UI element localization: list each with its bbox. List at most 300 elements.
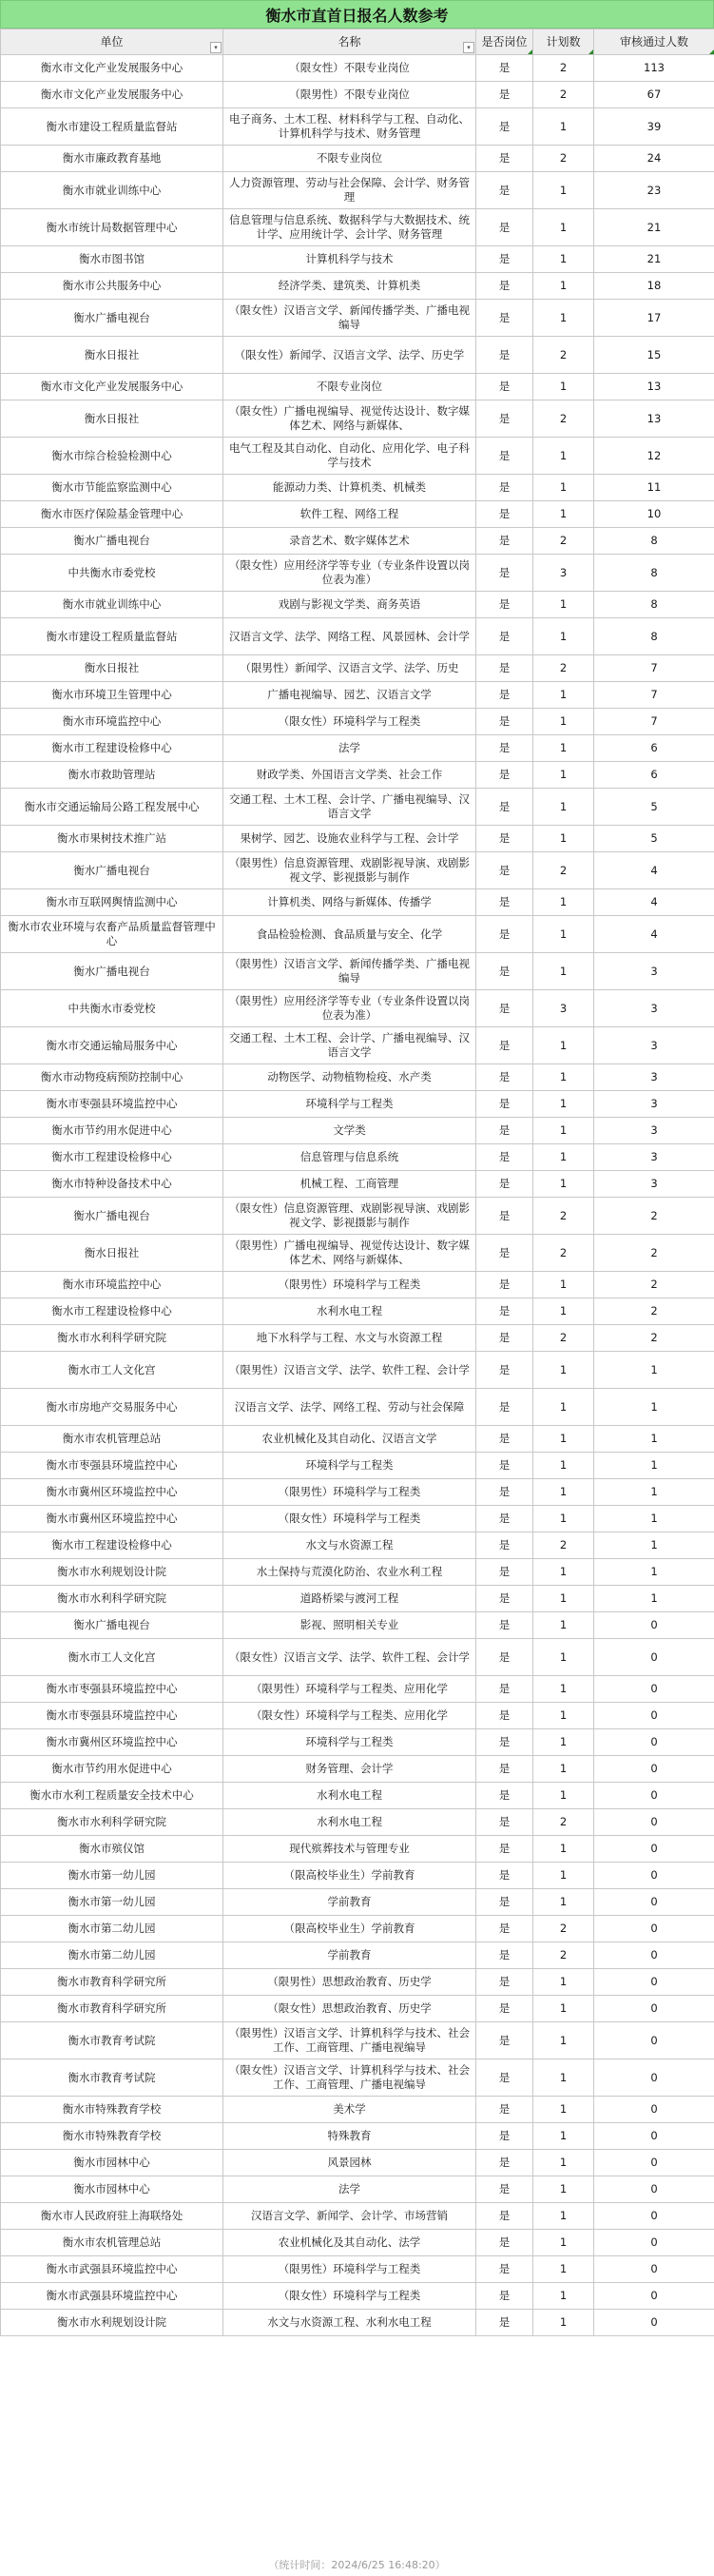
cell-is-post[interactable]: 是	[476, 2256, 533, 2283]
cell-is-post[interactable]: 是	[476, 2203, 533, 2230]
cell-unit[interactable]: 衡水市互联网舆情监测中心	[1, 889, 223, 916]
cell-plan-count[interactable]: 2	[533, 655, 594, 682]
cell-approved-count[interactable]: 3	[594, 1118, 714, 1144]
cell-position-name[interactable]: （限男性）环境科学与工程类	[223, 1479, 476, 1506]
cell-plan-count[interactable]: 1	[533, 1091, 594, 1118]
cell-position-name[interactable]: 环境科学与工程类	[223, 1729, 476, 1756]
cell-position-name[interactable]: 财务管理、会计学	[223, 1756, 476, 1783]
cell-approved-count[interactable]: 0	[594, 1863, 714, 1889]
cell-approved-count[interactable]: 1	[594, 1479, 714, 1506]
cell-plan-count[interactable]: 2	[533, 400, 594, 438]
cell-position-name[interactable]: 能源动力类、计算机类、机械类	[223, 475, 476, 501]
cell-plan-count[interactable]: 3	[533, 990, 594, 1027]
cell-plan-count[interactable]: 1	[533, 1389, 594, 1426]
cell-position-name[interactable]: 交通工程、土木工程、会计学、广播电视编导、汉语言文学	[223, 1027, 476, 1064]
cell-approved-count[interactable]: 0	[594, 2310, 714, 2336]
cell-unit[interactable]: 衡水市环境卫生管理中心	[1, 682, 223, 709]
cell-approved-count[interactable]: 0	[594, 1783, 714, 1809]
cell-approved-count[interactable]: 6	[594, 762, 714, 789]
cell-plan-count[interactable]: 2	[533, 1532, 594, 1559]
cell-is-post[interactable]: 是	[476, 438, 533, 475]
cell-unit[interactable]: 衡水市冀州区环境监控中心	[1, 1729, 223, 1756]
cell-approved-count[interactable]: 2	[594, 1298, 714, 1325]
cell-unit[interactable]: 衡水市节约用水促进中心	[1, 1118, 223, 1144]
cell-is-post[interactable]: 是	[476, 1532, 533, 1559]
cell-approved-count[interactable]: 1	[594, 1506, 714, 1532]
cell-is-post[interactable]: 是	[476, 2230, 533, 2256]
cell-plan-count[interactable]: 1	[533, 1639, 594, 1676]
cell-position-name[interactable]: 财政学类、外国语言文学类、社会工作	[223, 762, 476, 789]
cell-unit[interactable]: 衡水市第二幼儿园	[1, 1916, 223, 1942]
cell-unit[interactable]: 衡水市文化产业发展服务中心	[1, 55, 223, 82]
cell-plan-count[interactable]: 1	[533, 2150, 594, 2176]
cell-plan-count[interactable]: 1	[533, 2283, 594, 2310]
cell-position-name[interactable]: 道路桥梁与渡河工程	[223, 1586, 476, 1612]
cell-unit[interactable]: 衡水市特种设备技术中心	[1, 1171, 223, 1198]
cell-unit[interactable]: 衡水市冀州区环境监控中心	[1, 1479, 223, 1506]
cell-position-name[interactable]: （限高校毕业生）学前教育	[223, 1916, 476, 1942]
cell-plan-count[interactable]: 2	[533, 1235, 594, 1272]
cell-is-post[interactable]: 是	[476, 1809, 533, 1836]
cell-approved-count[interactable]: 0	[594, 1916, 714, 1942]
filter-dropdown-icon[interactable]: ▾	[463, 42, 474, 53]
cell-plan-count[interactable]: 1	[533, 172, 594, 209]
cell-position-name[interactable]: 信息管理与信息系统、数据科学与大数据技术、统计学、应用统计学、会计学、财务管理	[223, 209, 476, 246]
cell-plan-count[interactable]: 1	[533, 1586, 594, 1612]
cell-is-post[interactable]: 是	[476, 789, 533, 826]
cell-position-name[interactable]: 美术学	[223, 2097, 476, 2123]
cell-is-post[interactable]: 是	[476, 1298, 533, 1325]
cell-approved-count[interactable]: 8	[594, 528, 714, 555]
cell-plan-count[interactable]: 1	[533, 916, 594, 953]
cell-plan-count[interactable]: 1	[533, 735, 594, 762]
cell-unit[interactable]: 衡水市第二幼儿园	[1, 1942, 223, 1969]
cell-position-name[interactable]: （限男性）广播电视编导、视觉传达设计、数字媒体艺术、网络与新媒体、	[223, 1235, 476, 1272]
column-header-is-post[interactable]	[476, 29, 533, 55]
cell-is-post[interactable]: 是	[476, 1118, 533, 1144]
cell-is-post[interactable]: 是	[476, 1453, 533, 1479]
cell-is-post[interactable]: 是	[476, 337, 533, 374]
cell-position-name[interactable]: （限女性）广播电视编导、视觉传达设计、数字媒体艺术、网络与新媒体、	[223, 400, 476, 438]
cell-unit[interactable]: 衡水市教育科学研究所	[1, 1969, 223, 1996]
cell-position-name[interactable]: （限女性）不限专业岗位	[223, 55, 476, 82]
cell-is-post[interactable]: 是	[476, 1064, 533, 1091]
cell-approved-count[interactable]: 2	[594, 1198, 714, 1235]
cell-unit[interactable]: 衡水市文化产业发展服务中心	[1, 374, 223, 400]
cell-is-post[interactable]: 是	[476, 1235, 533, 1272]
cell-plan-count[interactable]: 1	[533, 2256, 594, 2283]
cell-unit[interactable]: 衡水市环境监控中心	[1, 709, 223, 735]
cell-approved-count[interactable]: 18	[594, 273, 714, 300]
cell-is-post[interactable]: 是	[476, 1916, 533, 1942]
cell-plan-count[interactable]: 1	[533, 2230, 594, 2256]
cell-approved-count[interactable]: 0	[594, 1676, 714, 1703]
cell-position-name[interactable]: 软件工程、网络工程	[223, 501, 476, 528]
cell-unit[interactable]: 衡水市水利规划设计院	[1, 2310, 223, 2336]
cell-is-post[interactable]: 是	[476, 1272, 533, 1298]
cell-position-name[interactable]: 汉语言文学、新闻学、会计学、市场营销	[223, 2203, 476, 2230]
cell-is-post[interactable]: 是	[476, 1969, 533, 1996]
cell-plan-count[interactable]: 1	[533, 2097, 594, 2123]
cell-position-name[interactable]: （限女性）环境科学与工程类、应用化学	[223, 1703, 476, 1729]
cell-unit[interactable]: 衡水市环境监控中心	[1, 1272, 223, 1298]
cell-position-name[interactable]: 电气工程及其自动化、自动化、应用化学、电子科学与技术	[223, 438, 476, 475]
cell-plan-count[interactable]: 1	[533, 1272, 594, 1298]
cell-plan-count[interactable]: 1	[533, 789, 594, 826]
cell-is-post[interactable]: 是	[476, 709, 533, 735]
cell-approved-count[interactable]: 1	[594, 1532, 714, 1559]
cell-position-name[interactable]: 学前教育	[223, 1942, 476, 1969]
column-header-plan[interactable]	[533, 29, 594, 55]
cell-is-post[interactable]: 是	[476, 1027, 533, 1064]
cell-plan-count[interactable]: 1	[533, 1756, 594, 1783]
cell-plan-count[interactable]: 1	[533, 1676, 594, 1703]
cell-unit[interactable]: 衡水市枣强县环境监控中心	[1, 1676, 223, 1703]
cell-is-post[interactable]: 是	[476, 1506, 533, 1532]
cell-is-post[interactable]: 是	[476, 1479, 533, 1506]
cell-is-post[interactable]: 是	[476, 852, 533, 889]
cell-is-post[interactable]: 是	[476, 146, 533, 172]
cell-is-post[interactable]: 是	[476, 475, 533, 501]
cell-unit[interactable]: 衡水市动物疫病预防控制中心	[1, 1064, 223, 1091]
cell-position-name[interactable]: （限男性）汉语言文学、计算机科学与技术、社会工作、工商管理、广播电视编导	[223, 2022, 476, 2059]
cell-approved-count[interactable]: 0	[594, 1756, 714, 1783]
cell-unit[interactable]: 衡水市水利规划设计院	[1, 1559, 223, 1586]
cell-position-name[interactable]: （限男性）环境科学与工程类	[223, 2256, 476, 2283]
cell-unit[interactable]: 衡水市果树技术推广站	[1, 826, 223, 852]
cell-is-post[interactable]: 是	[476, 1889, 533, 1916]
cell-plan-count[interactable]: 1	[533, 1118, 594, 1144]
cell-approved-count[interactable]: 8	[594, 618, 714, 655]
cell-position-name[interactable]: （限高校毕业生）学前教育	[223, 1863, 476, 1889]
cell-plan-count[interactable]: 2	[533, 1198, 594, 1235]
cell-plan-count[interactable]: 1	[533, 1836, 594, 1863]
cell-is-post[interactable]: 是	[476, 2123, 533, 2150]
cell-unit[interactable]: 衡水市节约用水促进中心	[1, 1756, 223, 1783]
cell-approved-count[interactable]: 7	[594, 682, 714, 709]
cell-approved-count[interactable]: 3	[594, 990, 714, 1027]
cell-approved-count[interactable]: 0	[594, 2022, 714, 2059]
filter-dropdown-icon[interactable]: ▾	[210, 42, 222, 53]
cell-is-post[interactable]: 是	[476, 1586, 533, 1612]
cell-position-name[interactable]: 特殊教育	[223, 2123, 476, 2150]
cell-approved-count[interactable]: 12	[594, 438, 714, 475]
cell-position-name[interactable]: （限女性）汉语言文学、计算机科学与技术、社会工作、工商管理、广播电视编导	[223, 2059, 476, 2097]
cell-plan-count[interactable]: 1	[533, 709, 594, 735]
cell-plan-count[interactable]: 1	[533, 762, 594, 789]
cell-position-name[interactable]: （限男性）思想政治教育、历史学	[223, 1969, 476, 1996]
cell-plan-count[interactable]: 1	[533, 1506, 594, 1532]
cell-unit[interactable]: 衡水广播电视台	[1, 953, 223, 990]
cell-is-post[interactable]: 是	[476, 1612, 533, 1639]
cell-unit[interactable]: 衡水市建设工程质量监督站	[1, 108, 223, 146]
cell-unit[interactable]: 衡水市特殊教育学校	[1, 2123, 223, 2150]
cell-is-post[interactable]: 是	[476, 1171, 533, 1198]
cell-position-name[interactable]: 水利水电工程	[223, 1783, 476, 1809]
cell-unit[interactable]: 衡水市医疗保险基金管理中心	[1, 501, 223, 528]
cell-approved-count[interactable]: 1	[594, 1586, 714, 1612]
cell-is-post[interactable]: 是	[476, 300, 533, 337]
cell-position-name[interactable]: 地下水科学与工程、水文与水资源工程	[223, 1325, 476, 1352]
cell-is-post[interactable]: 是	[476, 735, 533, 762]
cell-is-post[interactable]: 是	[476, 400, 533, 438]
cell-position-name[interactable]: （限女性）新闻学、汉语言文学、法学、历史学	[223, 337, 476, 374]
cell-plan-count[interactable]: 1	[533, 2310, 594, 2336]
cell-unit[interactable]: 衡水日报社	[1, 400, 223, 438]
cell-unit[interactable]: 衡水市农机管理总站	[1, 1426, 223, 1453]
cell-position-name[interactable]: 水文与水资源工程、水利水电工程	[223, 2310, 476, 2336]
cell-approved-count[interactable]: 23	[594, 172, 714, 209]
cell-is-post[interactable]: 是	[476, 1325, 533, 1352]
cell-is-post[interactable]: 是	[476, 2310, 533, 2336]
cell-approved-count[interactable]: 7	[594, 655, 714, 682]
cell-unit[interactable]: 衡水市就业训练中心	[1, 172, 223, 209]
cell-plan-count[interactable]: 1	[533, 1783, 594, 1809]
cell-position-name[interactable]: （限女性）环境科学与工程类	[223, 2283, 476, 2310]
cell-approved-count[interactable]: 1	[594, 1352, 714, 1389]
cell-unit[interactable]: 衡水市工程建设检修中心	[1, 1144, 223, 1171]
cell-is-post[interactable]: 是	[476, 172, 533, 209]
cell-approved-count[interactable]: 21	[594, 246, 714, 273]
cell-is-post[interactable]: 是	[476, 108, 533, 146]
cell-unit[interactable]: 衡水市武强县环境监控中心	[1, 2283, 223, 2310]
cell-unit[interactable]: 衡水市交通运输局服务中心	[1, 1027, 223, 1064]
cell-plan-count[interactable]: 1	[533, 2123, 594, 2150]
cell-position-name[interactable]: 影视、照明相关专业	[223, 1612, 476, 1639]
cell-approved-count[interactable]: 3	[594, 1091, 714, 1118]
cell-position-name[interactable]: 交通工程、土木工程、会计学、广播电视编导、汉语言文学	[223, 789, 476, 826]
cell-approved-count[interactable]: 3	[594, 953, 714, 990]
cell-is-post[interactable]: 是	[476, 1863, 533, 1889]
cell-unit[interactable]: 衡水广播电视台	[1, 300, 223, 337]
cell-is-post[interactable]: 是	[476, 555, 533, 592]
cell-unit[interactable]: 衡水市综合检验检测中心	[1, 438, 223, 475]
cell-unit[interactable]: 衡水市第一幼儿园	[1, 1863, 223, 1889]
cell-is-post[interactable]: 是	[476, 1996, 533, 2022]
cell-position-name[interactable]: （限女性）环境科学与工程类	[223, 709, 476, 735]
cell-position-name[interactable]: 果树学、园艺、设施农业科学与工程、会计学	[223, 826, 476, 852]
cell-position-name[interactable]: （限男性）环境科学与工程类	[223, 1272, 476, 1298]
cell-unit[interactable]: 衡水市特殊教育学校	[1, 2097, 223, 2123]
cell-approved-count[interactable]: 0	[594, 2230, 714, 2256]
cell-unit[interactable]: 衡水市水利科学研究院	[1, 1809, 223, 1836]
cell-position-name[interactable]: 风景园林	[223, 2150, 476, 2176]
cell-plan-count[interactable]: 1	[533, 1352, 594, 1389]
cell-position-name[interactable]: 人力资源管理、劳动与社会保障、会计学、财务管理	[223, 172, 476, 209]
cell-unit[interactable]: 衡水广播电视台	[1, 852, 223, 889]
cell-position-name[interactable]: 机械工程、工商管理	[223, 1171, 476, 1198]
cell-position-name[interactable]: 录音艺术、数字媒体艺术	[223, 528, 476, 555]
cell-plan-count[interactable]: 1	[533, 1479, 594, 1506]
cell-position-name[interactable]: 法学	[223, 2176, 476, 2203]
cell-approved-count[interactable]: 0	[594, 1612, 714, 1639]
cell-plan-count[interactable]: 2	[533, 82, 594, 108]
cell-position-name[interactable]: 电子商务、土木工程、材料科学与工程、自动化、计算机科学与技术、财务管理	[223, 108, 476, 146]
cell-is-post[interactable]: 是	[476, 1352, 533, 1389]
cell-approved-count[interactable]: 0	[594, 2150, 714, 2176]
cell-unit[interactable]: 衡水市图书馆	[1, 246, 223, 273]
cell-approved-count[interactable]: 0	[594, 2059, 714, 2097]
cell-approved-count[interactable]: 0	[594, 1729, 714, 1756]
cell-unit[interactable]: 衡水市统计局数据管理中心	[1, 209, 223, 246]
cell-position-name[interactable]: 戏剧与影视文学类、商务英语	[223, 592, 476, 618]
cell-plan-count[interactable]: 1	[533, 1969, 594, 1996]
cell-approved-count[interactable]: 0	[594, 2256, 714, 2283]
cell-is-post[interactable]: 是	[476, 1639, 533, 1676]
cell-unit[interactable]: 衡水市工程建设检修中心	[1, 1298, 223, 1325]
cell-unit[interactable]: 衡水市殡仪馆	[1, 1836, 223, 1863]
cell-position-name[interactable]: （限女性）思想政治教育、历史学	[223, 1996, 476, 2022]
cell-plan-count[interactable]: 2	[533, 1916, 594, 1942]
column-header-unit[interactable]	[1, 29, 223, 55]
cell-is-post[interactable]: 是	[476, 2176, 533, 2203]
cell-is-post[interactable]: 是	[476, 246, 533, 273]
cell-plan-count[interactable]: 1	[533, 1889, 594, 1916]
cell-approved-count[interactable]: 11	[594, 475, 714, 501]
cell-approved-count[interactable]: 0	[594, 2123, 714, 2150]
cell-position-name[interactable]: 汉语言文学、法学、网络工程、风景园林、会计学	[223, 618, 476, 655]
cell-plan-count[interactable]: 1	[533, 1863, 594, 1889]
cell-is-post[interactable]: 是	[476, 953, 533, 990]
cell-approved-count[interactable]: 0	[594, 1639, 714, 1676]
cell-position-name[interactable]: 水土保持与荒漠化防治、农业水利工程	[223, 1559, 476, 1586]
cell-is-post[interactable]: 是	[476, 1783, 533, 1809]
cell-position-name[interactable]: （限男性）应用经济学等专业（专业条件设置以岗位表为准）	[223, 990, 476, 1027]
cell-approved-count[interactable]: 3	[594, 1144, 714, 1171]
cell-is-post[interactable]: 是	[476, 1091, 533, 1118]
cell-approved-count[interactable]: 0	[594, 1809, 714, 1836]
cell-position-name[interactable]: 食品检验检测、食品质量与安全、化学	[223, 916, 476, 953]
cell-unit[interactable]: 衡水广播电视台	[1, 1198, 223, 1235]
cell-approved-count[interactable]: 0	[594, 2097, 714, 2123]
cell-is-post[interactable]: 是	[476, 1144, 533, 1171]
cell-is-post[interactable]: 是	[476, 1426, 533, 1453]
cell-is-post[interactable]: 是	[476, 990, 533, 1027]
cell-approved-count[interactable]: 13	[594, 374, 714, 400]
cell-unit[interactable]: 衡水市农业环境与农畜产品质量监督管理中心	[1, 916, 223, 953]
cell-unit[interactable]: 衡水市武强县环境监控中心	[1, 2256, 223, 2283]
cell-approved-count[interactable]: 6	[594, 735, 714, 762]
cell-is-post[interactable]: 是	[476, 1676, 533, 1703]
cell-unit[interactable]: 衡水市园林中心	[1, 2176, 223, 2203]
cell-approved-count[interactable]: 3	[594, 1027, 714, 1064]
cell-approved-count[interactable]: 0	[594, 1996, 714, 2022]
cell-plan-count[interactable]: 1	[533, 374, 594, 400]
cell-plan-count[interactable]: 1	[533, 1144, 594, 1171]
cell-position-name[interactable]: 广播电视编导、园艺、汉语言文学	[223, 682, 476, 709]
cell-position-name[interactable]: （限男性）汉语言文学、法学、软件工程、会计学	[223, 1352, 476, 1389]
column-header-approved[interactable]	[594, 29, 714, 55]
cell-approved-count[interactable]: 0	[594, 2176, 714, 2203]
cell-unit[interactable]: 衡水市工人文化宫	[1, 1352, 223, 1389]
cell-unit[interactable]: 衡水市工人文化宫	[1, 1639, 223, 1676]
cell-plan-count[interactable]: 1	[533, 618, 594, 655]
cell-approved-count[interactable]: 2	[594, 1325, 714, 1352]
cell-plan-count[interactable]: 2	[533, 1809, 594, 1836]
cell-unit[interactable]: 衡水市廉政教育基地	[1, 146, 223, 172]
cell-approved-count[interactable]: 15	[594, 337, 714, 374]
cell-approved-count[interactable]: 0	[594, 2283, 714, 2310]
cell-plan-count[interactable]: 1	[533, 246, 594, 273]
cell-approved-count[interactable]: 67	[594, 82, 714, 108]
cell-position-name[interactable]: 水利水电工程	[223, 1809, 476, 1836]
cell-approved-count[interactable]: 21	[594, 209, 714, 246]
cell-plan-count[interactable]: 1	[533, 1027, 594, 1064]
cell-position-name[interactable]: 现代殡葬技术与管理专业	[223, 1836, 476, 1863]
cell-plan-count[interactable]: 2	[533, 146, 594, 172]
cell-position-name[interactable]: 法学	[223, 735, 476, 762]
cell-is-post[interactable]: 是	[476, 1756, 533, 1783]
cell-position-name[interactable]: 水利水电工程	[223, 1298, 476, 1325]
cell-approved-count[interactable]: 1	[594, 1453, 714, 1479]
cell-plan-count[interactable]: 1	[533, 2022, 594, 2059]
cell-unit[interactable]: 中共衡水市委党校	[1, 990, 223, 1027]
cell-unit[interactable]: 衡水广播电视台	[1, 528, 223, 555]
cell-unit[interactable]: 衡水市文化产业发展服务中心	[1, 82, 223, 108]
cell-plan-count[interactable]: 1	[533, 209, 594, 246]
cell-is-post[interactable]: 是	[476, 2059, 533, 2097]
cell-plan-count[interactable]: 1	[533, 1703, 594, 1729]
cell-plan-count[interactable]: 1	[533, 108, 594, 146]
cell-unit[interactable]: 衡水市工程建设检修中心	[1, 735, 223, 762]
cell-approved-count[interactable]: 17	[594, 300, 714, 337]
cell-position-name[interactable]: （限女性）汉语言文学、新闻传播学类、广播电视编导	[223, 300, 476, 337]
cell-is-post[interactable]: 是	[476, 762, 533, 789]
cell-is-post[interactable]: 是	[476, 1198, 533, 1235]
cell-is-post[interactable]: 是	[476, 618, 533, 655]
cell-unit[interactable]: 衡水市枣强县环境监控中心	[1, 1453, 223, 1479]
cell-approved-count[interactable]: 4	[594, 852, 714, 889]
cell-plan-count[interactable]: 2	[533, 528, 594, 555]
cell-plan-count[interactable]: 1	[533, 273, 594, 300]
cell-position-name[interactable]: 农业机械化及其自动化、法学	[223, 2230, 476, 2256]
cell-position-name[interactable]: （限男性）环境科学与工程类、应用化学	[223, 1676, 476, 1703]
cell-unit[interactable]: 衡水市交通运输局公路工程发展中心	[1, 789, 223, 826]
column-header-name[interactable]	[223, 29, 476, 55]
cell-is-post[interactable]: 是	[476, 1389, 533, 1426]
cell-position-name[interactable]: 学前教育	[223, 1889, 476, 1916]
cell-unit[interactable]: 衡水市农机管理总站	[1, 2230, 223, 2256]
cell-approved-count[interactable]: 3	[594, 1064, 714, 1091]
cell-is-post[interactable]: 是	[476, 501, 533, 528]
cell-position-name[interactable]: （限女性）信息资源管理、戏剧影视导演、戏剧影视文学、影视摄影与制作	[223, 1198, 476, 1235]
cell-position-name[interactable]: （限女性）汉语言文学、法学、软件工程、会计学	[223, 1639, 476, 1676]
cell-approved-count[interactable]: 4	[594, 916, 714, 953]
cell-position-name[interactable]: （限女性）应用经济学等专业（专业条件设置以岗位表为准）	[223, 555, 476, 592]
cell-position-name[interactable]: 计算机科学与技术	[223, 246, 476, 273]
cell-plan-count[interactable]: 1	[533, 1064, 594, 1091]
cell-is-post[interactable]: 是	[476, 55, 533, 82]
cell-position-name[interactable]: 动物医学、动物植物检疫、水产类	[223, 1064, 476, 1091]
cell-position-name[interactable]: 计算机类、网络与新媒体、传播学	[223, 889, 476, 916]
cell-position-name[interactable]: 水文与水资源工程	[223, 1532, 476, 1559]
cell-approved-count[interactable]: 0	[594, 1836, 714, 1863]
cell-unit[interactable]: 衡水市枣强县环境监控中心	[1, 1703, 223, 1729]
cell-approved-count[interactable]: 2	[594, 1272, 714, 1298]
cell-approved-count[interactable]: 3	[594, 1171, 714, 1198]
cell-is-post[interactable]: 是	[476, 682, 533, 709]
cell-unit[interactable]: 衡水市就业训练中心	[1, 592, 223, 618]
cell-approved-count[interactable]: 24	[594, 146, 714, 172]
cell-position-name[interactable]: （限男性）汉语言文学、新闻传播学类、广播电视编导	[223, 953, 476, 990]
cell-is-post[interactable]: 是	[476, 374, 533, 400]
cell-plan-count[interactable]: 2	[533, 1942, 594, 1969]
cell-unit[interactable]: 衡水日报社	[1, 337, 223, 374]
cell-unit[interactable]: 衡水市人民政府驻上海联络处	[1, 2203, 223, 2230]
cell-approved-count[interactable]: 13	[594, 400, 714, 438]
cell-approved-count[interactable]: 7	[594, 709, 714, 735]
cell-plan-count[interactable]: 2	[533, 337, 594, 374]
